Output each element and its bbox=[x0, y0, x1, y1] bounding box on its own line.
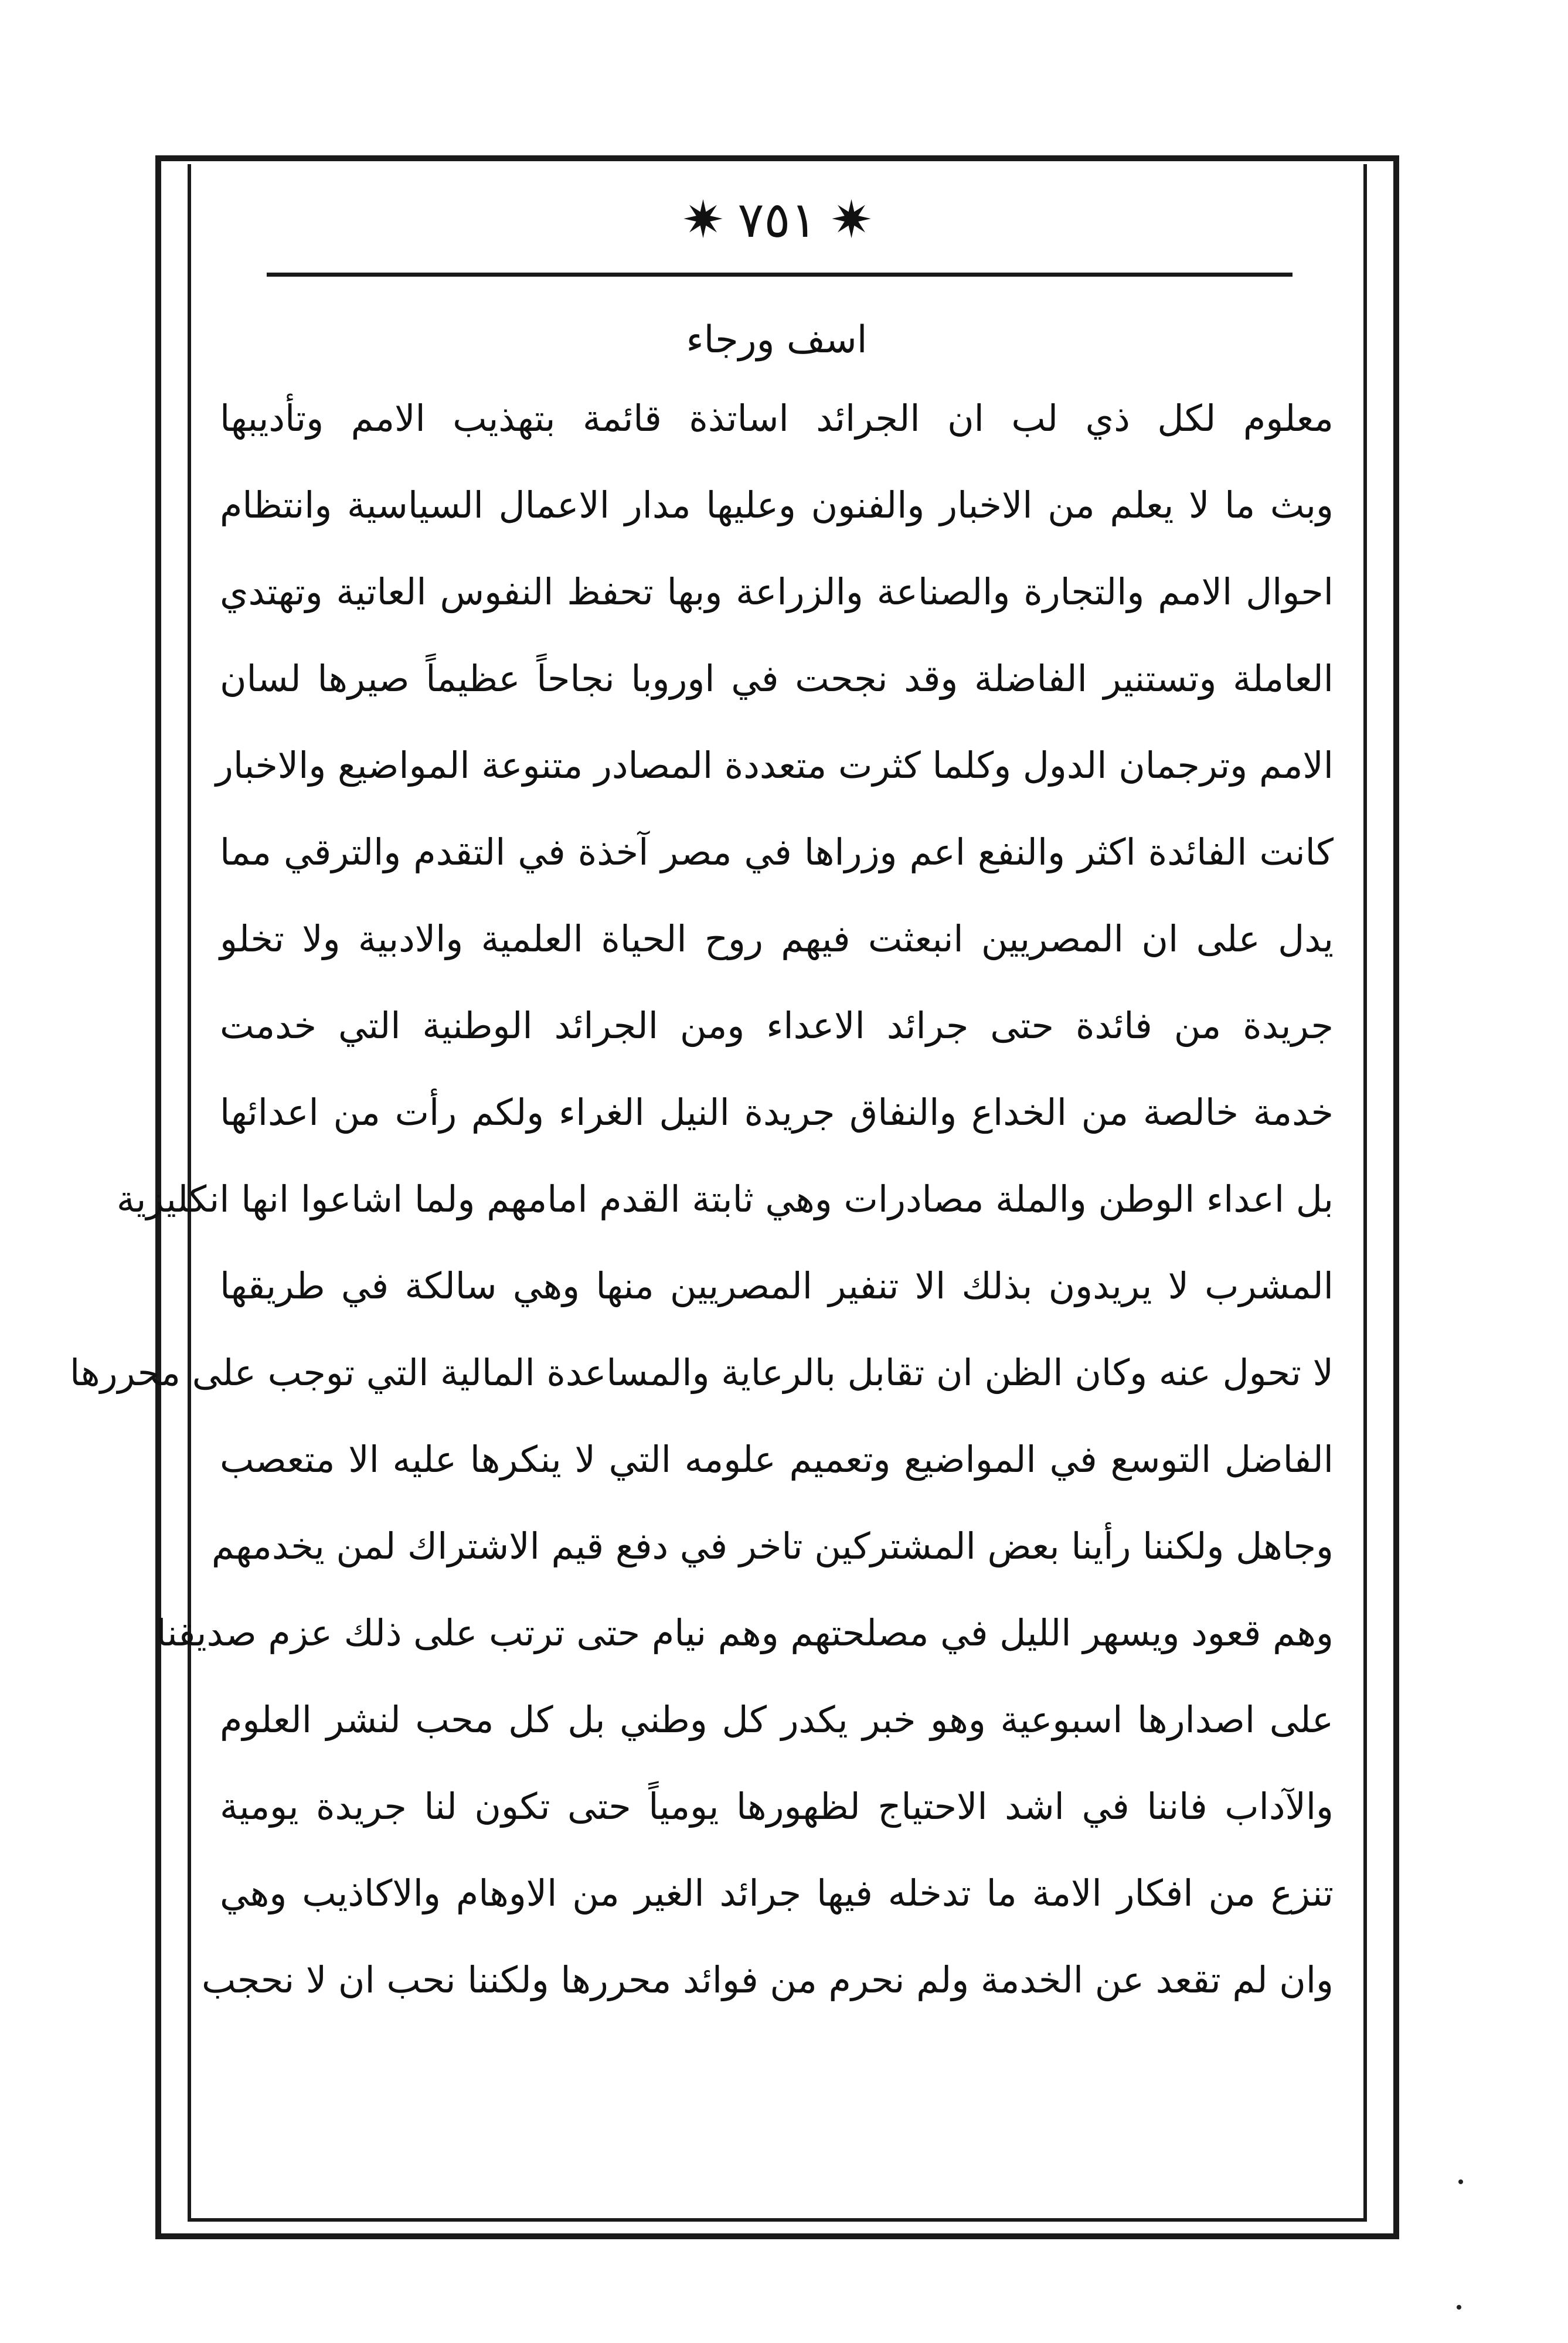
text-line: والآداب فاننا في اشد الاحتياج لظهورها يومياً حتى تكون لنا جريدة يومية bbox=[220, 1785, 1334, 1828]
article bbox=[70, 305, 1334, 2024]
text-line: جريدة من فائدة حتى جرائد الاعداء ومن الجرائد الوطنية التي خدمت bbox=[220, 1004, 1334, 1047]
margin-dot bbox=[1457, 2305, 1461, 2310]
page-header bbox=[188, 176, 1367, 264]
text-line: يدل على ان المصريين انبعثت فيهم روح الحياة العلمية والادبية ولا تخلو bbox=[220, 917, 1334, 960]
left-ornament-icon: ✷ bbox=[681, 189, 725, 250]
page-number: ٧٥١ bbox=[737, 191, 817, 249]
article-body bbox=[70, 375, 1334, 2024]
text-line: وهم قعود ويسهر الليل في مصلحتهم وهم نيام حتى ترتب على ذلك عزم صديقنا bbox=[156, 1611, 1334, 1654]
text-line: المشرب لا يريدون بذلك الا تنفير المصريين منها وهي سالكة في طريقها bbox=[220, 1264, 1334, 1307]
text-line: خدمة خالصة من الخداع والنفاق جريدة النيل الغراء ولكم رأت من اعدائها bbox=[220, 1091, 1334, 1134]
text-line: وبث ما لا يعلم من الاخبار والفنون وعليها مدار الاعمال السياسية وانتظام bbox=[220, 484, 1334, 526]
text-line: كانت الفائدة اكثر والنفع اعم وزراها في مصر آخذة في التقدم والترقي مما bbox=[220, 831, 1334, 873]
text-line: الفاضل التوسع في المواضيع وتعميم علومه التي لا ينكرها عليه الا متعصب bbox=[220, 1438, 1334, 1481]
text-line: بل اعداء الوطن والملة مصادرات وهي ثابتة القدم امامهم ولما اشاعوا انها انكليزية bbox=[116, 1178, 1334, 1220]
text-line: احوال الامم والتجارة والصناعة والزراعة وبها تحفظ النفوس العاتية وتهتدي bbox=[220, 570, 1334, 613]
text-line: الامم وترجمان الدول وكلما كثرت متعددة المصادر متنوعة المواضيع والاخبار bbox=[215, 744, 1334, 787]
text-line: على اصدارها اسبوعية وهو خبر يكدر كل وطني بل كل محب لنشر العلوم bbox=[220, 1698, 1334, 1741]
text-line: لا تحول عنه وكان الظن ان تقابل بالرعاية والمساعدة المالية التي توجب على محررها bbox=[70, 1351, 1334, 1394]
text-line: العاملة وتستنير الفاضلة وقد نجحت في اوروبا نجاحاً عظيماً صيرها لسان bbox=[220, 657, 1334, 700]
margin-dot bbox=[1458, 2179, 1463, 2184]
text-line: تنزع من افكار الامة ما تدخله فيها جرائد الغير من الاوهام والاكاذيب وهي bbox=[220, 1872, 1334, 1914]
text-line: وان لم تقعد عن الخدمة ولم نحرم من فوائد محررها ولكننا نحب ان لا نحجب bbox=[201, 1958, 1334, 2001]
header-divider bbox=[267, 273, 1293, 277]
right-ornament-icon: ✷ bbox=[829, 189, 873, 250]
text-line: معلوم لكل ذي لب ان الجرائد اساتذة قائمة بتهذيب الامم وتأديبها bbox=[220, 397, 1334, 440]
text-line: وجاهل ولكننا رأينا بعض المشتركين تاخر في دفع قيم الاشتراك لمن يخدمهم bbox=[211, 1525, 1334, 1567]
article-title: اسف ورجاء bbox=[686, 318, 868, 362]
